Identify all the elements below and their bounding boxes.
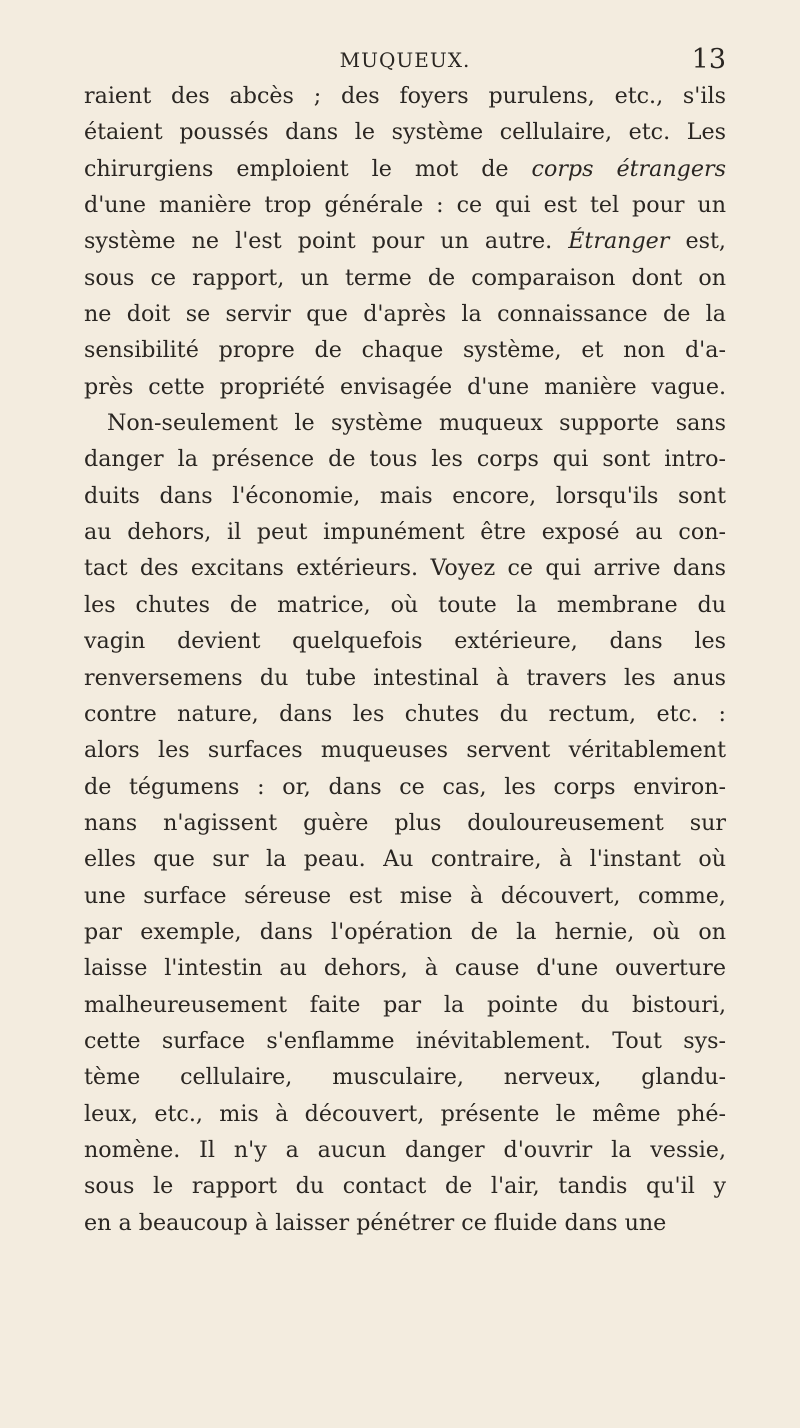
line-text: contre nature, dans les chutes du rectum, etc. :: [84, 700, 726, 727]
text-line: [84, 1168, 726, 1204]
text-line: [84, 878, 726, 914]
line-text: sous ce rapport, un terme de comparaison dont on: [84, 264, 726, 291]
text-line: [84, 187, 726, 223]
text-line: [84, 1023, 726, 1059]
text-line: [84, 696, 726, 732]
text-line: [84, 623, 726, 659]
text-line: [84, 260, 726, 296]
text-line: [84, 332, 726, 368]
line-text-after: est,: [669, 228, 726, 255]
text-line: [84, 441, 726, 477]
line-text: par exemple, dans l'opération de la hernie, où on: [84, 918, 726, 945]
text-line: [84, 1096, 726, 1132]
text-line: [84, 660, 726, 696]
text-line: [84, 914, 726, 950]
text-line: [84, 841, 726, 877]
line-text: nans n'agissent guère plus douloureusement sur: [84, 809, 726, 836]
running-title: MUQUEUX.: [339, 48, 471, 72]
line-text: tact des excitans extérieurs. Voyez ce qui arrive dans: [84, 555, 726, 582]
text-line: [84, 223, 726, 259]
text-line: [84, 151, 726, 187]
line-text: de tégumens : or, dans ce cas, les corps environ-: [84, 773, 726, 800]
page-number: 13: [691, 44, 726, 75]
line-text: chirurgiens emploient le mot de: [84, 155, 509, 182]
line-text: une surface séreuse est mise à découvert, comme,: [84, 882, 726, 909]
text-line: [84, 950, 726, 986]
line-text: cette surface s'enflamme inévitablement. Tout sys-: [84, 1027, 726, 1054]
text-line: [84, 732, 726, 768]
text-line: [84, 78, 726, 114]
line-text: en a beaucoup à laisser pénétrer ce fluide dans une: [84, 1209, 667, 1236]
line-text: système ne l'est point pour un autre.: [84, 228, 553, 255]
line-text: laisse l'intestin au dehors, à cause d'une ouverture: [84, 955, 726, 982]
line-text: sous le rapport du contact de l'air, tandis qu'il y: [84, 1173, 726, 1200]
line-text: nomène. Il n'y a aucun danger d'ouvrir la vessie,: [84, 1136, 726, 1163]
line-text: duits dans l'économie, mais encore, lorsqu'ils sont: [84, 482, 726, 509]
text-line: [84, 369, 726, 405]
line-text: danger la présence de tous les corps qui sont intro-: [84, 446, 726, 473]
line-text: leux, etc., mis à découvert, présente le même phé-: [84, 1100, 726, 1127]
line-text: ne doit se servir que d'après la connaissance de la: [84, 301, 726, 328]
line-text: vagin devient quelquefois extérieure, dans les: [84, 628, 726, 655]
text-line: [84, 114, 726, 150]
line-text: alors les surfaces muqueuses servent véritablement: [84, 737, 726, 764]
line-text: au dehors, il peut impunément être exposé au con-: [84, 519, 726, 546]
line-text: les chutes de matrice, où toute la membrane du: [84, 591, 726, 618]
text-line: [84, 478, 726, 514]
text-line: [84, 587, 726, 623]
line-text: d'une manière trop générale : ce qui est tel pour un: [84, 192, 726, 219]
text-line: [84, 1059, 726, 1095]
line-text: tème cellulaire, musculaire, nerveux, glandu-: [84, 1064, 726, 1091]
line-text: raient des abcès ; des foyers purulens, etc., s'ils: [84, 83, 726, 109]
text-line: [84, 405, 726, 441]
italic-term: Étranger: [568, 228, 670, 255]
text-line: [84, 987, 726, 1023]
line-text: sensibilité propre de chaque système, et non d'a-: [84, 337, 726, 364]
text-line: [84, 769, 726, 805]
line-text: près cette propriété envisagée d'une manière vague.: [84, 373, 726, 400]
text-line: [84, 550, 726, 586]
line-text: malheureusement faite par la pointe du bistouri,: [84, 991, 726, 1018]
line-text: renversemens du tube intestinal à travers les anus: [84, 664, 726, 691]
line-text: Non-seulement le système muqueux supporte sans: [107, 410, 726, 437]
line-text: étaient poussés dans le système cellulaire, etc. Les: [84, 119, 726, 146]
body-text: [84, 78, 726, 1241]
line-text: elles que sur la peau. Au contraire, à l'instant où: [84, 846, 726, 873]
text-line: [84, 805, 726, 841]
text-line: [84, 1132, 726, 1168]
text-line: [84, 1205, 726, 1241]
text-line: [84, 296, 726, 332]
running-header: [84, 44, 726, 82]
italic-term: corps étrangers: [531, 155, 726, 182]
text-line: [84, 514, 726, 550]
